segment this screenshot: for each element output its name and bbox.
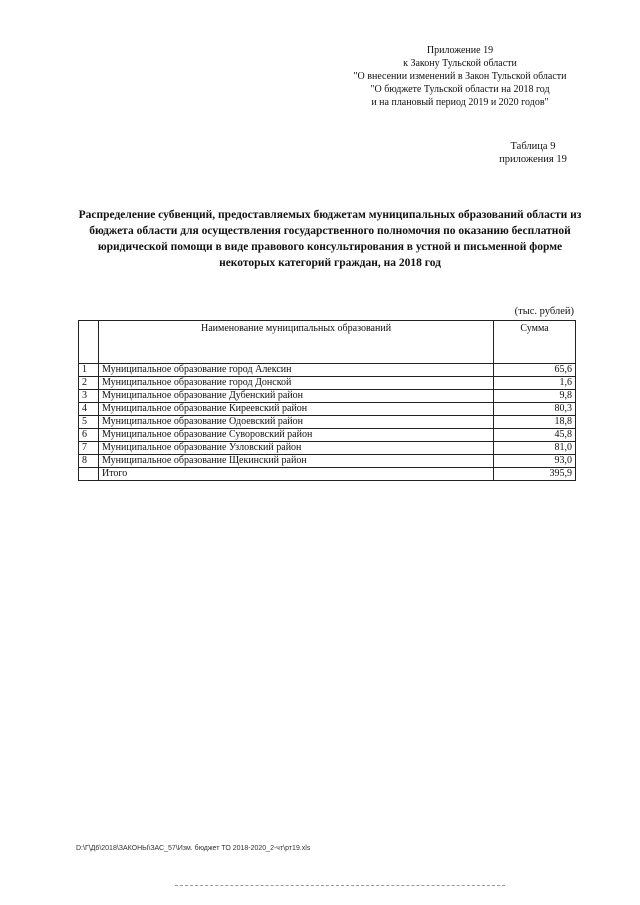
row-number: 4 xyxy=(79,403,99,416)
units-label: (тыс. рублей) xyxy=(514,306,574,317)
subventions-table xyxy=(78,320,576,481)
table-row xyxy=(79,429,576,442)
appendix-line: "О бюджете Тульской области на 2018 год xyxy=(370,84,550,95)
table-row xyxy=(79,403,576,416)
row-name: Муниципальное образование город Донской xyxy=(98,377,493,390)
table-row xyxy=(79,377,576,390)
row-sum: 1,6 xyxy=(494,377,576,390)
row-sum: 93,0 xyxy=(494,455,576,468)
row-number: 7 xyxy=(79,442,99,455)
row-name: Муниципальное образование Суворовский район xyxy=(98,429,493,442)
row-name: Муниципальное образование Киреевский район xyxy=(98,403,493,416)
row-number: 3 xyxy=(79,390,99,403)
table-row xyxy=(79,416,576,429)
row-number: 8 xyxy=(79,455,99,468)
row-name: Муниципальное образование Щекинский район xyxy=(98,455,493,468)
file-path-footer: D:\Г\Д6\2018\ЗАКОНЫ\ЗАС_57\Изм. бюджет ТО 2018-2020_2-чт\рт19.xls xyxy=(76,845,311,852)
total-sum: 395,9 xyxy=(494,468,576,481)
header-name: Наименование муниципальных образований xyxy=(98,321,493,364)
row-sum: 65,6 xyxy=(494,364,576,377)
row-name: Муниципальное образование город Алексин xyxy=(98,364,493,377)
total-number xyxy=(79,468,99,481)
total-label: Итого xyxy=(98,468,493,481)
appendix-line: к Закону Тульской области xyxy=(403,58,517,69)
row-number: 6 xyxy=(79,429,99,442)
row-sum: 81,0 xyxy=(494,442,576,455)
header-sum: Сумма xyxy=(494,321,576,364)
row-name: Муниципальное образование Дубенский район xyxy=(98,390,493,403)
header-number xyxy=(79,321,99,364)
document-title: Распределение субвенций, предоставляемых бюджетам муниципальных образований области из бюджета области для осуществления государственного полномочия по оказанию бесплатной юридической помощи в виде правового консультирования в устной и письменной форме некоторых категорий граждан, на 2018 год xyxy=(78,209,582,269)
table-ref-appendix: приложения 19 xyxy=(499,154,567,165)
row-sum: 18,8 xyxy=(494,416,576,429)
row-name: Муниципальное образование Узловский район xyxy=(98,442,493,455)
row-number: 5 xyxy=(79,416,99,429)
row-number: 1 xyxy=(79,364,99,377)
row-sum: 80,3 xyxy=(494,403,576,416)
table-row xyxy=(79,390,576,403)
row-sum: 9,8 xyxy=(494,390,576,403)
row-sum: 45,8 xyxy=(494,429,576,442)
appendix-line: Приложение 19 xyxy=(426,45,494,56)
table-row xyxy=(79,364,576,377)
table-reference xyxy=(488,140,578,166)
appendix-line: "О внесении изменений в Закон Тульской области xyxy=(353,71,567,82)
appendix-header xyxy=(340,44,580,109)
table-row xyxy=(79,442,576,455)
table-ref-number: Таблица 9 xyxy=(510,141,556,152)
table-row xyxy=(79,455,576,468)
row-number: 2 xyxy=(79,377,99,390)
row-name: Муниципальное образование Одоевский район xyxy=(98,416,493,429)
total-row xyxy=(79,468,576,481)
bottom-divider xyxy=(175,885,505,886)
table-header-row xyxy=(79,321,576,364)
appendix-line: и на плановый период 2019 и 2020 годов" xyxy=(371,97,549,108)
